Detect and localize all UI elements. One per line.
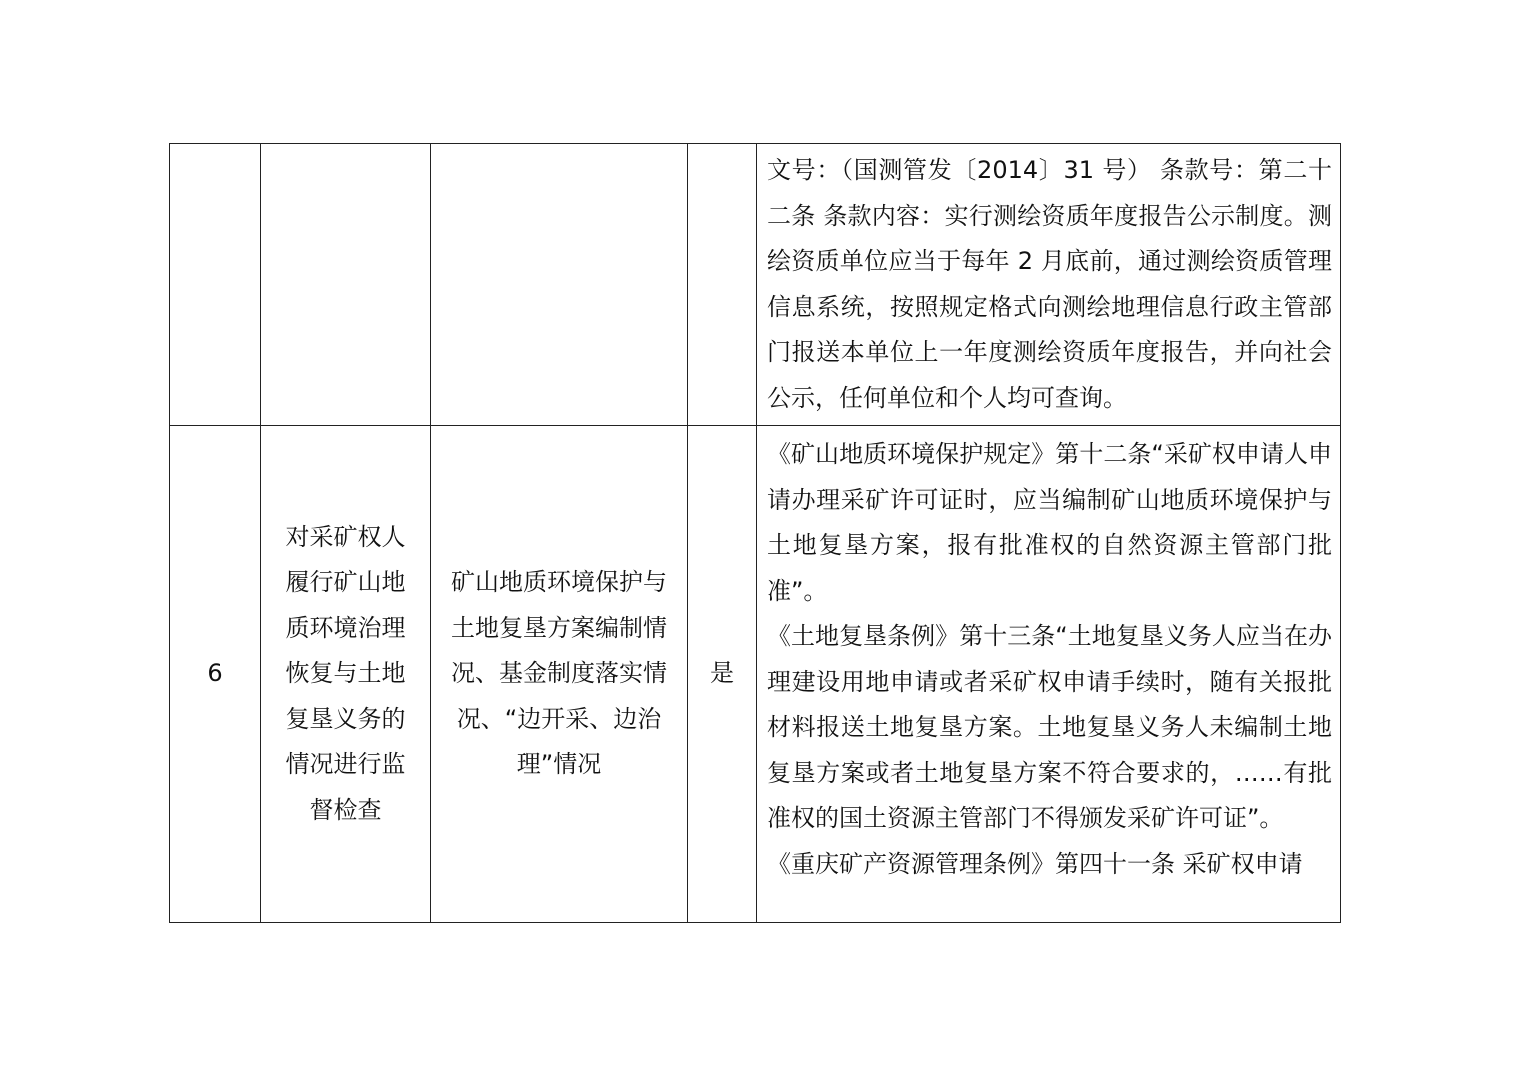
content-text: 矿山地质环境保护与土地复垦方案编制情况、基金制度落实情况、“边开采、边治理”情况 <box>451 568 667 779</box>
basis-text <box>757 426 1340 891</box>
basis-text <box>757 144 1340 425</box>
flag-text: 是 <box>710 659 734 688</box>
basis-paragraph: 文号：（国测管发〔2014〕31 号） 条款号：第二十二条 条款内容：实行测绘资质年度报告公示制度。测绘资质单位应当于每年 2 月底前，通过测绘资质管理信息系统，按照规定格式向测绘地理信息行政主管部门报送本单位上一年度测绘资质年度报告，并向社会公示，任何单位和个人均可查询。 <box>767 156 1332 412</box>
basis-cell <box>757 144 1341 426</box>
basis-paragraph: 《重庆矿产资源管理条例》第四十一条 采矿权申请 <box>767 849 1303 878</box>
supervision-table <box>169 143 1341 923</box>
item-cell <box>261 426 431 923</box>
content-cell <box>431 144 688 426</box>
table-row <box>170 426 1341 923</box>
row-number-cell <box>170 144 261 426</box>
item-text: 对采矿权人履行矿山地质环境治理恢复与土地复垦义务的情况进行监督检查 <box>285 522 406 824</box>
basis-cell <box>757 426 1341 923</box>
row-number-cell <box>170 426 261 923</box>
content-cell <box>431 426 688 923</box>
flag-cell <box>688 426 757 923</box>
row-number: 6 <box>207 659 223 688</box>
basis-paragraph: 《矿山地质环境保护规定》第十二条“采矿权申请人申请办理采矿许可证时，应当编制矿山地质环境保护与土地复垦方案，报有批准权的自然资源主管部门批准”。 <box>767 440 1332 605</box>
basis-paragraph: 《土地复垦条例》第十三条“土地复垦义务人应当在办理建设用地申请或者采矿权申请手续时，随有关报批材料报送土地复垦方案。土地复垦义务人未编制土地复垦方案或者土地复垦方案不符合要求的，……有批准权的国土资源主管部门不得颁发采矿许可证”。 <box>767 622 1332 832</box>
flag-cell <box>688 144 757 426</box>
table-row <box>170 144 1341 426</box>
item-cell <box>261 144 431 426</box>
